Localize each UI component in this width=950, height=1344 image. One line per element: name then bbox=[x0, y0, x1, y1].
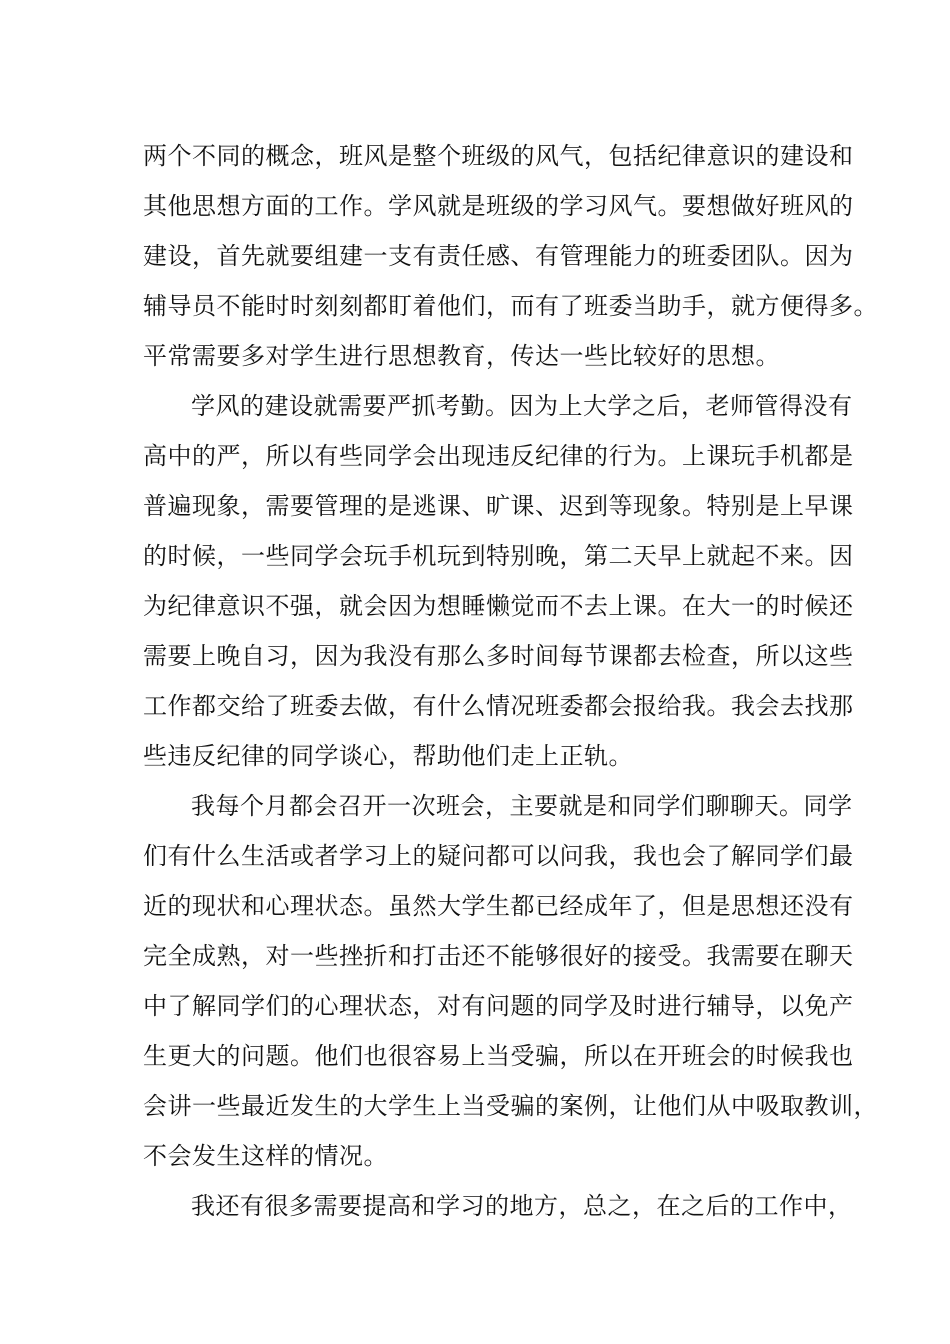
document-body bbox=[143, 131, 878, 1231]
paragraph-1-line-2: 其他思想方面的工作。学风就是班级的学习风气。要想做好班风的 bbox=[143, 192, 854, 220]
paragraph-2-line-2: 高中的严，所以有些同学会出现违反纪律的行为。上课玩手机都是 bbox=[143, 442, 854, 470]
paragraph-2-line-3: 普遍现象，需要管理的是逃课、旷课、迟到等现象。特别是上早课 bbox=[143, 492, 854, 520]
paragraph-1-line-4: 辅导员不能时时刻刻都盯着他们，而有了班委当助手，就方便得多。 bbox=[143, 292, 878, 320]
paragraph-2-line-6: 需要上晚自习，因为我没有那么多时间每节课都去检查，所以这些 bbox=[143, 642, 854, 670]
paragraph-2-line-8: 些违反纪律的同学谈心，帮助他们走上正轨。 bbox=[143, 742, 633, 770]
paragraph-3-line-1: 我每个月都会召开一次班会，主要就是和同学们聊聊天。同学 bbox=[191, 792, 853, 820]
paragraph-3-line-4: 完全成熟，对一些挫折和打击还不能够很好的接受。我需要在聊天 bbox=[143, 942, 854, 970]
paragraph-2-line-4: 的时候，一些同学会玩手机玩到特别晚，第二天早上就起不来。因 bbox=[143, 542, 854, 570]
paragraph-2-line-5: 为纪律意识不强，就会因为想睡懒觉而不去上课。在大一的时候还 bbox=[143, 592, 854, 620]
paragraph-3-line-8: 不会发生这样的情况。 bbox=[143, 1142, 388, 1170]
paragraph-3-line-3: 近的现状和心理状态。虽然大学生都已经成年了，但是思想还没有 bbox=[143, 892, 854, 920]
paragraph-1-line-1: 两个不同的概念，班风是整个班级的风气，包括纪律意识的建设和 bbox=[143, 142, 854, 170]
paragraph-2-line-1: 学风的建设就需要严抓考勤。因为上大学之后，老师管得没有 bbox=[191, 392, 853, 420]
paragraph-1-line-3: 建设，首先就要组建一支有责任感、有管理能力的班委团队。因为 bbox=[143, 242, 854, 270]
paragraph-2-line-7: 工作都交给了班委去做，有什么情况班委都会报给我。我会去找那 bbox=[143, 692, 854, 720]
paragraph-4-line-1: 我还有很多需要提高和学习的地方，总之，在之后的工作中， bbox=[191, 1192, 853, 1220]
paragraph-3-line-6: 生更大的问题。他们也很容易上当受骗，所以在开班会的时候我也 bbox=[143, 1042, 854, 1070]
paragraph-1-line-5: 平常需要多对学生进行思想教育，传达一些比较好的思想。 bbox=[143, 342, 780, 370]
paragraph-3-line-7: 会讲一些最近发生的大学生上当受骗的案例，让他们从中吸取教训， bbox=[143, 1092, 878, 1120]
paragraph-3-line-5: 中了解同学们的心理状态，对有问题的同学及时进行辅导，以免产 bbox=[143, 992, 854, 1020]
paragraph-3-line-2: 们有什么生活或者学习上的疑问都可以问我，我也会了解同学们最 bbox=[143, 842, 854, 870]
